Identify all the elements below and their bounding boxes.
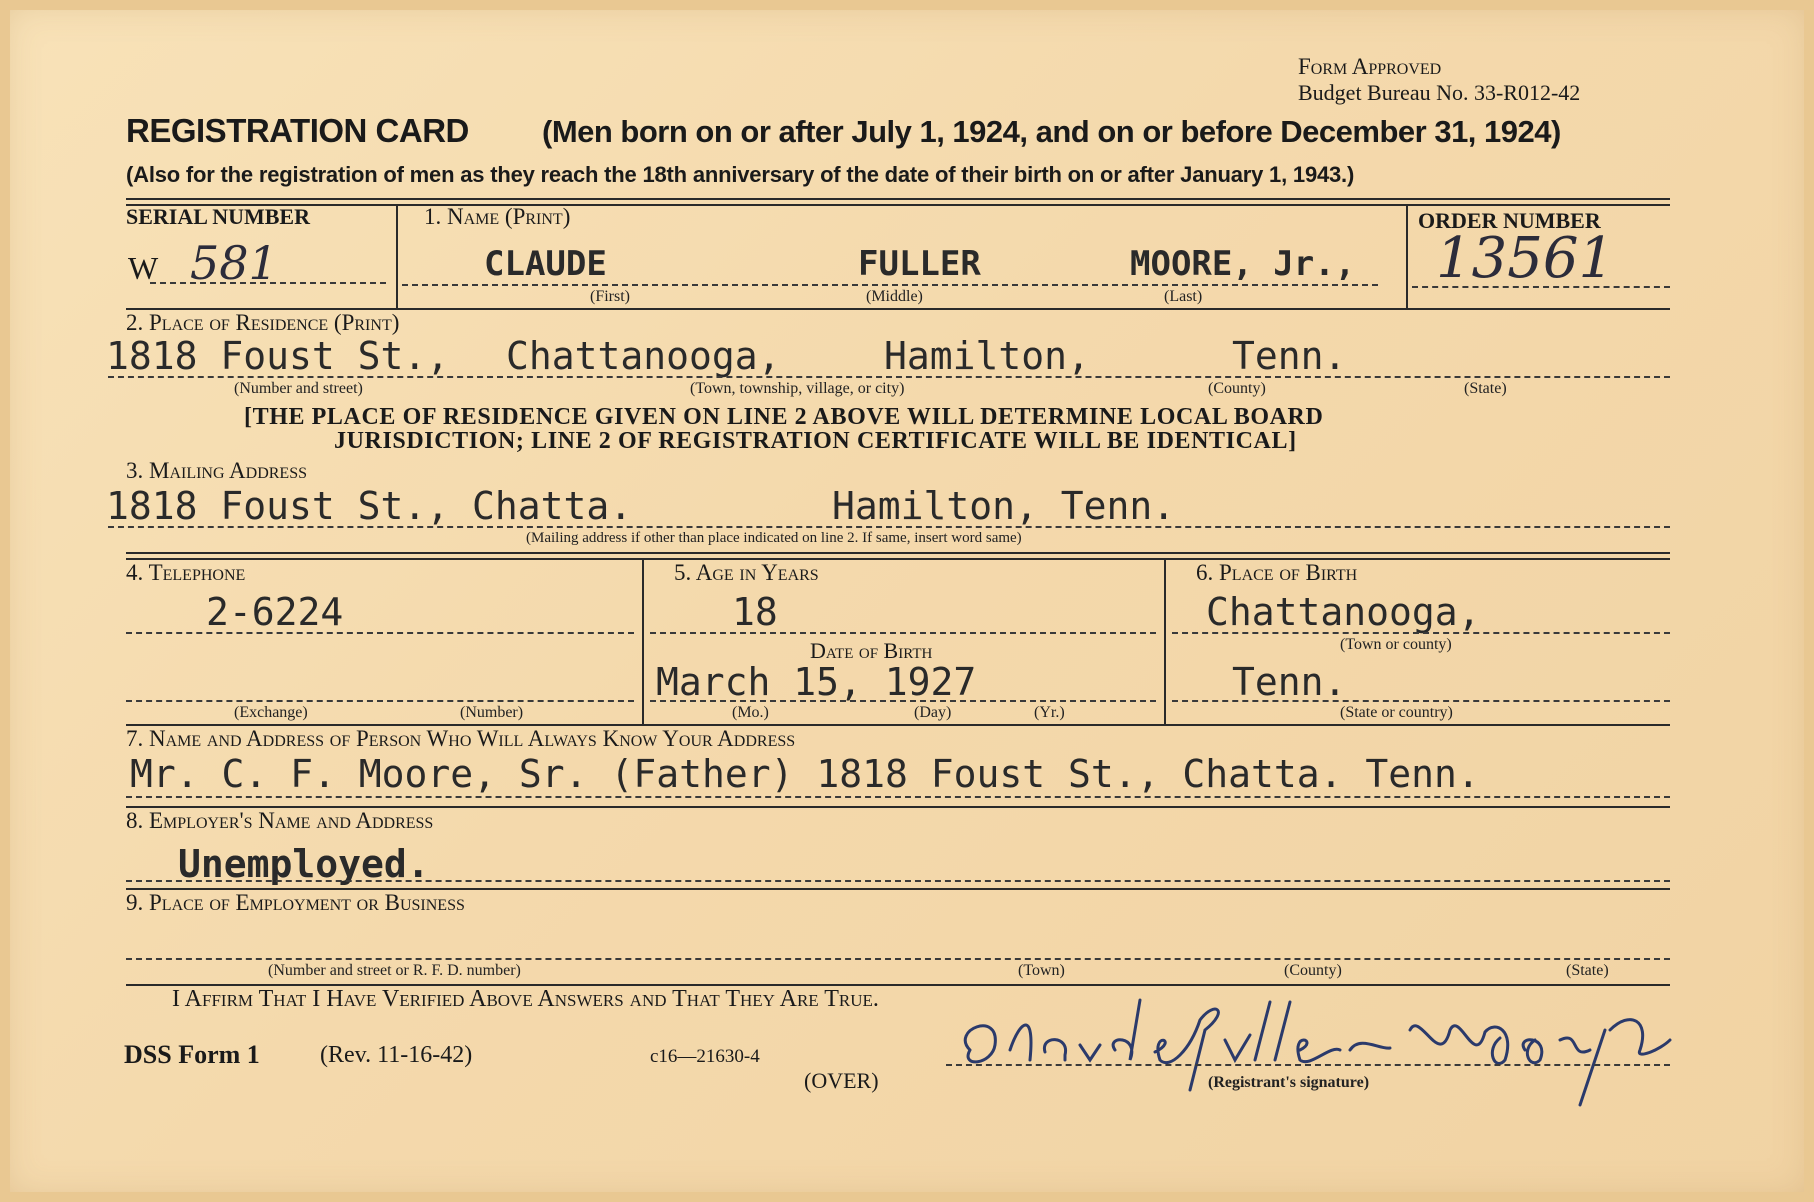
age-value: 18: [732, 590, 778, 634]
mailing-value: 1818 Foust St., Chatta.: [106, 484, 633, 528]
form-approved: Form Approved: [1298, 54, 1442, 79]
residence-town: Chattanooga,: [506, 334, 781, 378]
contact-value: Mr. C. F. Moore, Sr. (Father) 1818 Foust St., Chatta. Tenn.: [130, 752, 1480, 796]
rule: [1172, 632, 1670, 634]
rule: [126, 958, 1670, 960]
rule: [402, 284, 1378, 286]
rule: [126, 558, 1670, 560]
yr-label: (Yr.): [1034, 704, 1065, 721]
number-label: (Number): [460, 704, 524, 721]
first-label: (First): [590, 288, 630, 305]
employment-town-label: (Town): [1018, 962, 1065, 979]
mo-label: (Mo.): [732, 704, 769, 721]
exchange-label: (Exchange): [234, 704, 308, 721]
mailing-label: 3. Mailing Address: [126, 458, 307, 483]
contact-label: 7. Name and Address of Person Who Will Always Know Your Address: [126, 726, 796, 751]
name-last: MOORE, Jr.,: [1130, 244, 1356, 284]
rule: [126, 796, 1670, 798]
employment-state-label: (State): [1566, 962, 1609, 979]
dob-value: March 15, 1927: [656, 660, 977, 704]
serial-value: 581: [190, 236, 278, 290]
print-code: c16—21630-4: [650, 1046, 760, 1067]
divider: [1164, 560, 1166, 724]
mailing-note: (Mailing address if other than place indicated on line 2. If same, insert word same): [526, 530, 1022, 546]
serial-label: SERIAL NUMBER: [126, 204, 310, 229]
street-label: (Number and street): [234, 380, 363, 397]
rule: [946, 1064, 1670, 1066]
residence-notice-2: JURISDICTION; LINE 2 OF REGISTRATION CERTIFICATE WILL BE IDENTICAL]: [334, 428, 1297, 454]
day-label: (Day): [914, 704, 952, 721]
serial-prefix: W: [128, 250, 159, 286]
employment-street-label: (Number and street or R. F. D. number): [268, 962, 521, 979]
form-revision: (Rev. 11-16-42): [320, 1042, 473, 1068]
residence-street: 1818 Foust St.,: [106, 334, 450, 378]
rule: [108, 526, 1670, 528]
employer-value: Unemployed.: [178, 842, 430, 886]
card-subtitle: (Men born on or after July 1, 1924, and on or before December 31, 1924): [542, 114, 1561, 149]
rule: [150, 282, 386, 284]
order-label: ORDER NUMBER: [1418, 208, 1601, 233]
card-subtitle-2: (Also for the registration of men as they reach the 18th anniversary of the date of their birth on or after January 1, 1943.): [126, 162, 1355, 187]
divider: [1406, 204, 1408, 308]
residence-state: Tenn.: [1232, 334, 1347, 378]
telephone-value: 2-6224: [206, 590, 344, 634]
signature-label: (Registrant's signature): [1208, 1074, 1370, 1091]
employment-label: 9. Place of Employment or Business: [126, 890, 465, 915]
signature-image: [940, 990, 1810, 1110]
rule: [126, 552, 1670, 554]
birthplace-town-label: (Town or county): [1340, 636, 1452, 653]
over-note: (OVER): [804, 1068, 879, 1093]
birthplace-label: 6. Place of Birth: [1196, 560, 1358, 585]
birthplace-town: Chattanooga,: [1206, 590, 1481, 634]
rule: [126, 198, 1670, 200]
employer-label: 8. Employer's Name and Address: [126, 808, 434, 833]
divider: [396, 204, 398, 308]
rule: [126, 632, 634, 634]
birthplace-state-label: (State or country): [1340, 704, 1453, 721]
employment-county-label: (County): [1284, 962, 1342, 979]
age-label: 5. Age in Years: [674, 560, 819, 585]
last-label: (Last): [1164, 288, 1203, 305]
county-label: (County): [1208, 380, 1266, 397]
mailing-value-2: Hamilton, Tenn.: [832, 484, 1176, 528]
card-title: REGISTRATION CARD: [126, 112, 469, 149]
order-value: 13561: [1436, 226, 1615, 291]
rule: [1412, 286, 1670, 288]
residence-notice-1: [THE PLACE OF RESIDENCE GIVEN ON LINE 2 ABOVE WILL DETERMINE LOCAL BOARD: [244, 404, 1324, 430]
middle-label: (Middle): [866, 288, 923, 305]
name-middle: FULLER: [858, 244, 981, 284]
residence-label: 2. Place of Residence (Print): [126, 310, 400, 335]
state-label: (State): [1464, 380, 1507, 397]
rule: [126, 700, 634, 702]
rule: [650, 632, 1156, 634]
telephone-label: 4. Telephone: [126, 560, 246, 585]
town-label: (Town, township, village, or city): [690, 380, 905, 397]
name-first: CLAUDE: [484, 244, 607, 284]
rule: [126, 204, 1670, 206]
birthplace-state: Tenn.: [1232, 660, 1347, 704]
dob-label: Date of Birth: [810, 638, 933, 663]
affirmation: I Affirm That I Have Verified Above Answers and That They Are True.: [172, 986, 879, 1012]
rule: [650, 700, 1156, 702]
name-label: 1. Name (Print): [424, 204, 571, 229]
rule: [1172, 700, 1670, 702]
budget-bureau: Budget Bureau No. 33-R012-42: [1298, 80, 1581, 105]
form-number: DSS Form 1: [124, 1040, 260, 1069]
residence-county: Hamilton,: [884, 334, 1090, 378]
rule: [108, 376, 1670, 378]
rule: [126, 880, 1670, 882]
divider: [642, 560, 644, 724]
